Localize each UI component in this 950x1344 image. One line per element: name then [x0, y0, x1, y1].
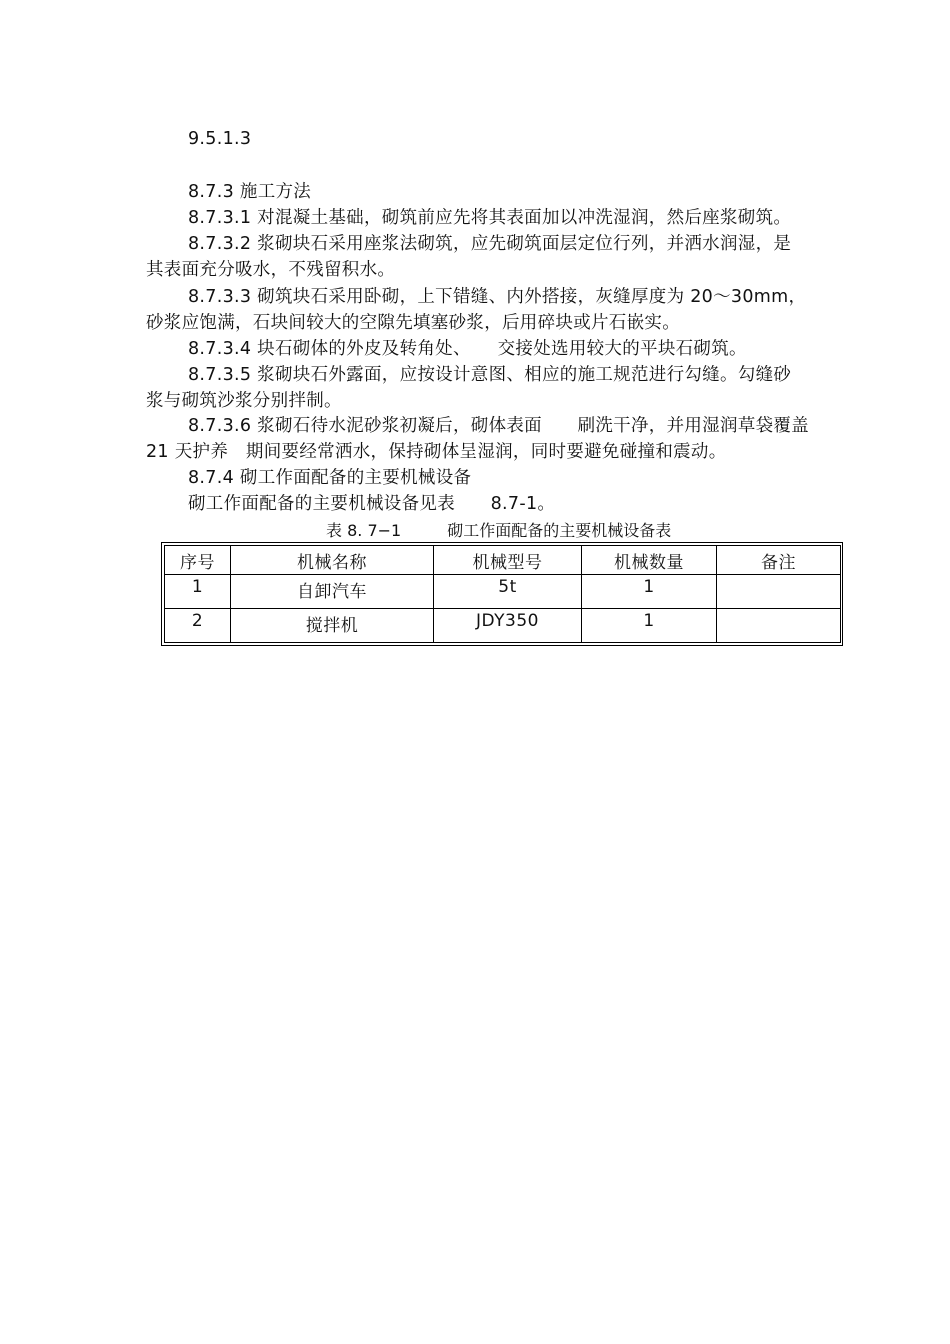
paragraph-8-7-3-6-line2: 21 天护养 期间要经常洒水，保持砌体呈湿润，同时要避免碰撞和震动。	[146, 442, 727, 462]
table-row	[165, 609, 841, 643]
header-cell-name: 机械名称	[231, 546, 434, 575]
cell-quantity: 1	[582, 575, 717, 609]
header-cell-remarks: 备注	[717, 546, 841, 575]
paragraph-8-7-3-5-line2: 浆与砌筑沙浆分别拌制。	[146, 391, 342, 411]
cell-model: JDY350	[434, 609, 582, 643]
cell-quantity: 1	[582, 609, 717, 643]
cell-model: 5t	[434, 575, 582, 609]
paragraph-8-7-3-5-line1: 8.7.3.5 浆砌块石外露面，应按设计意图、相应的施工规范进行勾缝。勾缝砂	[188, 365, 792, 385]
paragraph-8-7-3-3-line1: 8.7.3.3 砌筑块石采用卧砌，上下错缝、内外搭接，灰缝厚度为 20～30mm，	[188, 287, 807, 307]
paragraph-8-7-3-2-line1: 8.7.3.2 浆砌块石采用座浆法砌筑，应先砌筑面层定位行列，并洒水润湿，是	[188, 234, 792, 254]
paragraph-8-7-3-3-line2: 砂浆应饱满，石块间较大的空隙先填塞砂浆，后用碎块或片石嵌实。	[146, 313, 680, 333]
header-cell-index: 序号	[165, 546, 231, 575]
equipment-table	[164, 545, 841, 643]
paragraph-8-7-3-6-line1: 8.7.3.6 浆砌石待水泥砂浆初凝后，砌体表面 刷洗干净，并用湿润草袋覆盖	[188, 416, 809, 436]
paragraph-8-7-3-4: 8.7.3.4 块石砌体的外皮及转角处、 交接处选用较大的平块石砌筑。	[188, 339, 747, 359]
cell-name: 搅拌机	[231, 609, 434, 643]
paragraph-8-7-3-1: 8.7.3.1 对混凝土基础，砌筑前应先将其表面加以冲洗湿润，然后座浆砌筑。	[188, 208, 792, 228]
cell-index: 1	[165, 575, 231, 609]
paragraph-8-7-3-2-line2: 其表面充分吸水，不残留积水。	[146, 260, 396, 280]
heading-8-7-4: 8.7.4 砌工作面配备的主要机械设备	[188, 468, 472, 488]
heading-8-7-3: 8.7.3 施工方法	[188, 182, 312, 202]
cell-index: 2	[165, 609, 231, 643]
table-caption-title: 砌工作面配备的主要机械设备表	[447, 521, 672, 540]
table-caption-label: 表 8. 7−1	[326, 521, 402, 540]
header-cell-model: 机械型号	[434, 546, 582, 575]
cell-remarks	[717, 575, 841, 609]
section-header: 9.5.1.3	[188, 129, 252, 149]
table-header-row	[165, 546, 841, 575]
cell-remarks	[717, 609, 841, 643]
header-cell-quantity: 机械数量	[582, 546, 717, 575]
cell-name: 自卸汽车	[231, 575, 434, 609]
equipment-table-frame	[161, 542, 843, 646]
paragraph-8-7-4: 砌工作面配备的主要机械设备见表 8.7-1。	[188, 494, 556, 514]
table-row	[165, 575, 841, 609]
table-caption	[326, 519, 671, 543]
